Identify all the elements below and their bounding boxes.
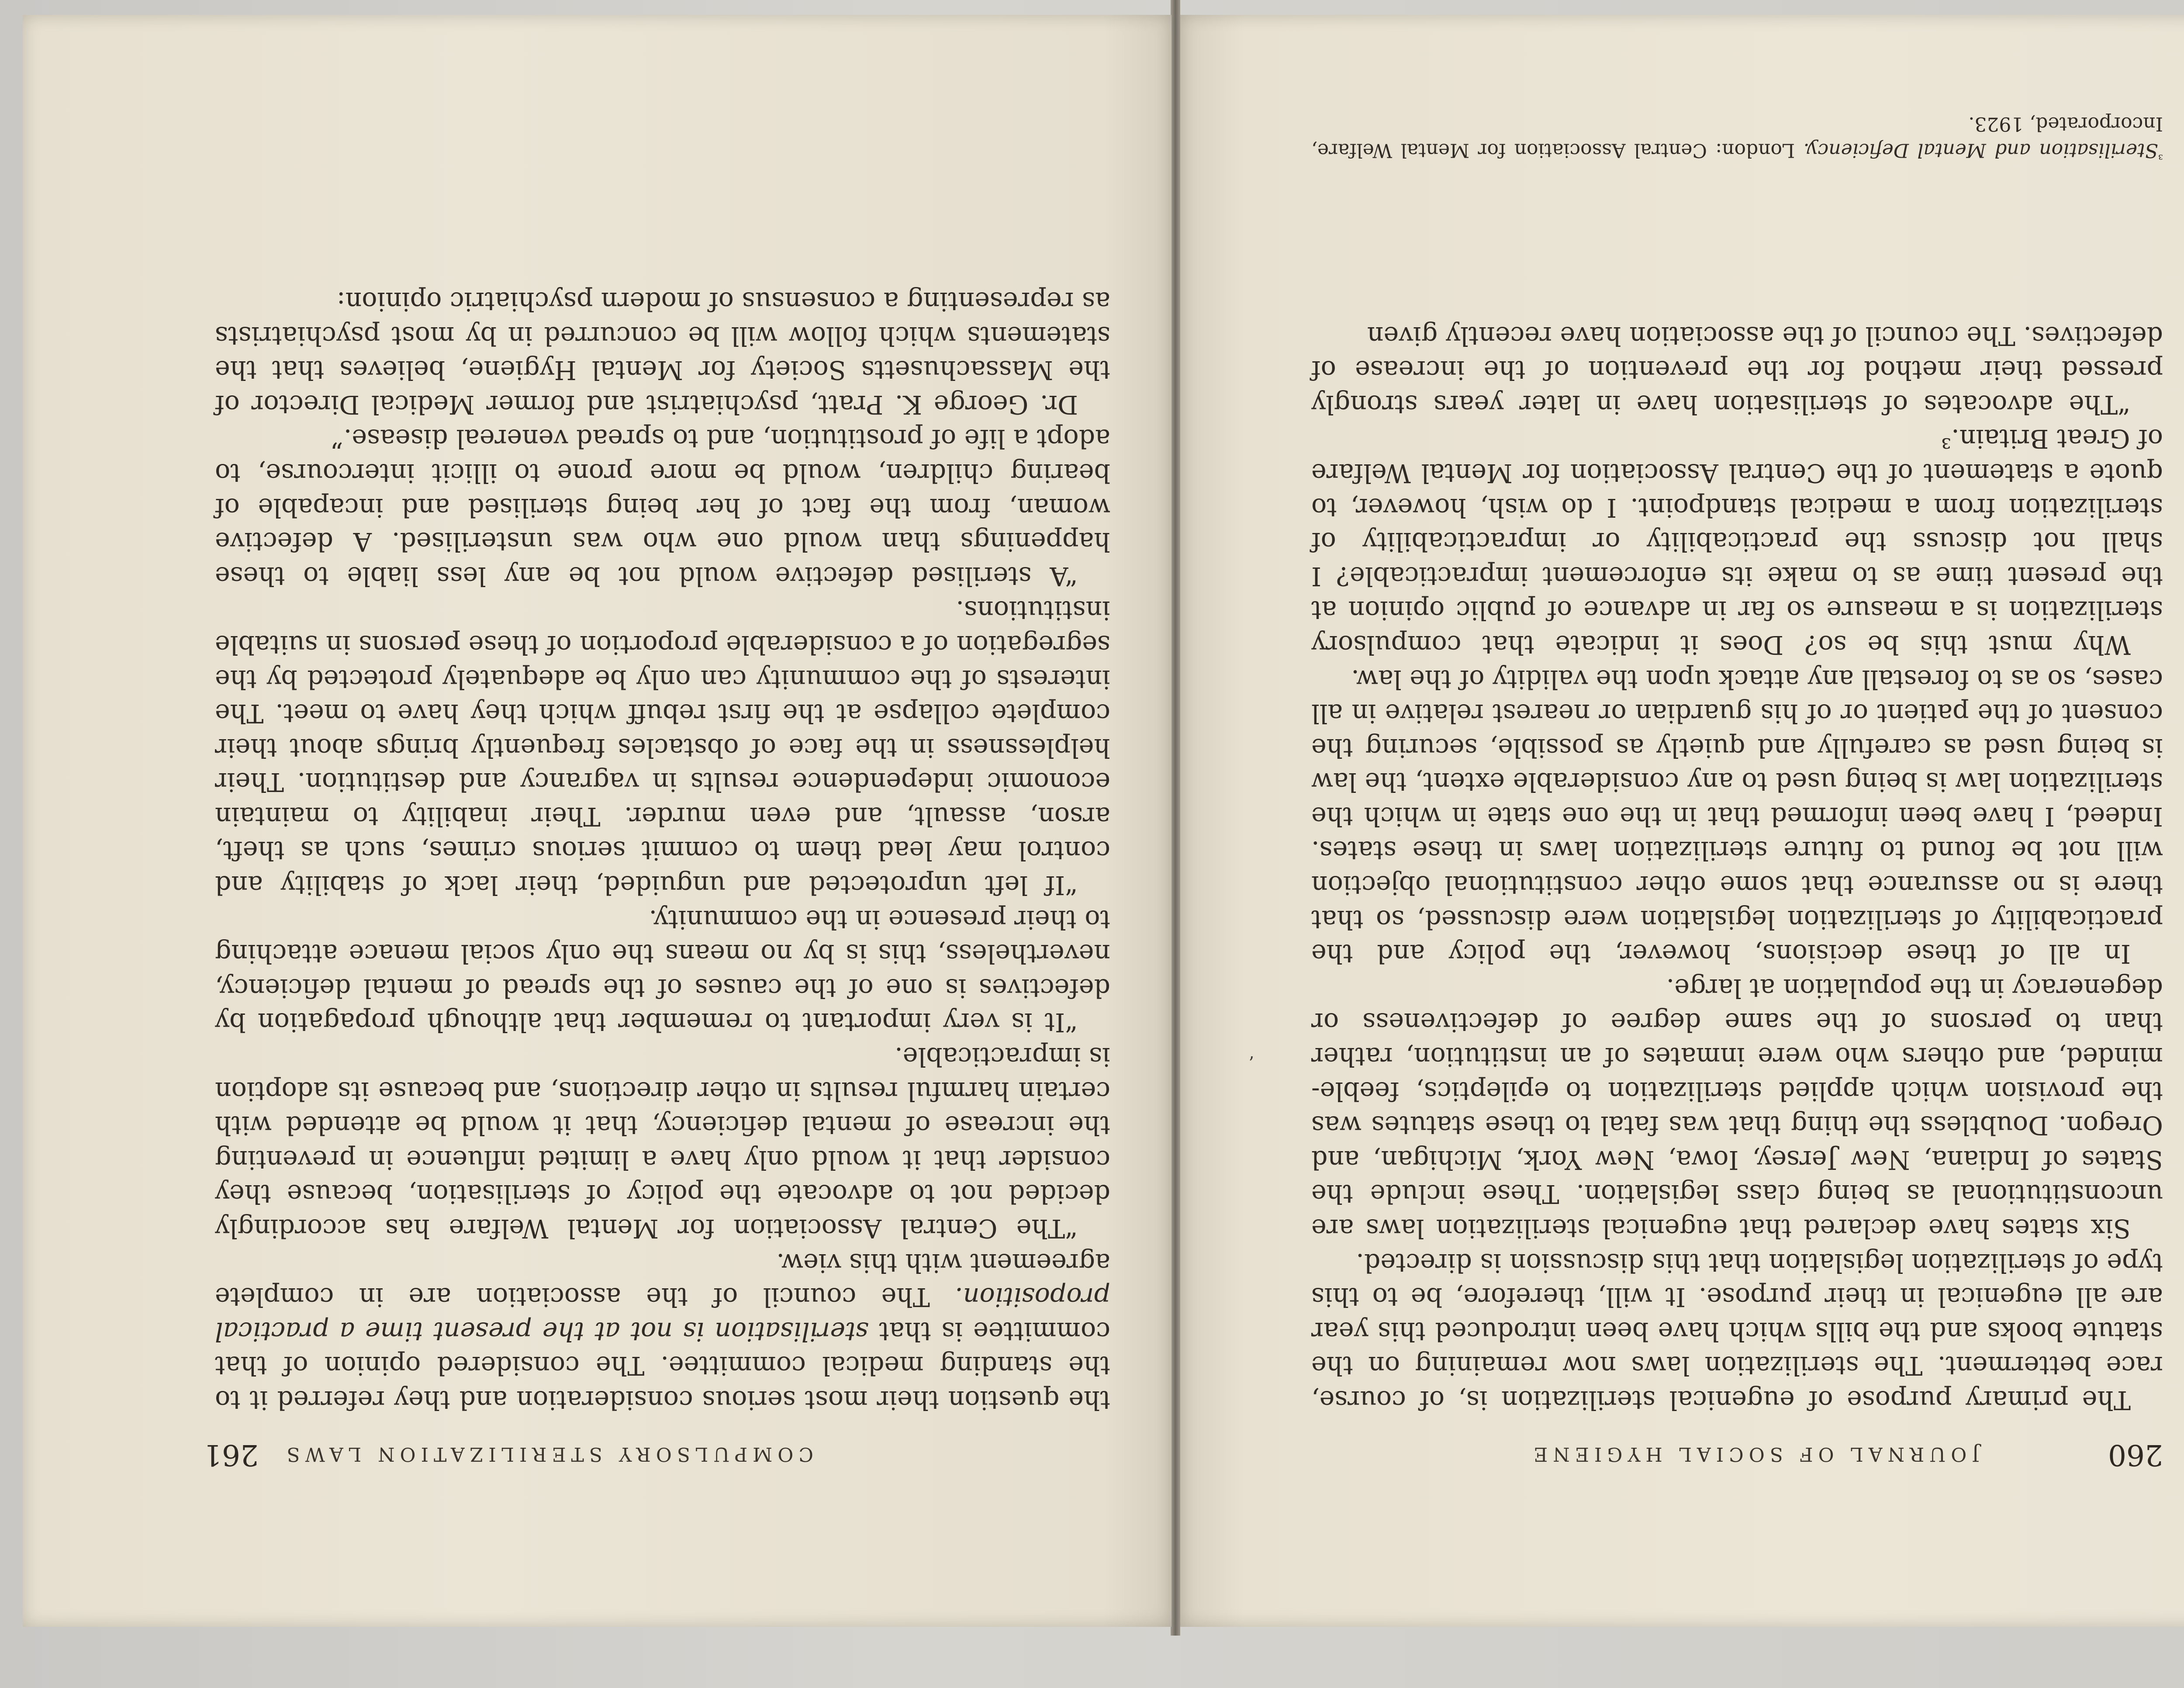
footnote-text: London: Central Association for Mental Welfare, Incorporated, 1923. (1311, 113, 2163, 162)
footnote-title: Sterilisation and Mental Deficiency. (1803, 139, 2158, 162)
page-261 (23, 15, 1171, 1627)
paragraph: “If left unprotected and unguided, their lack of stability and control may lead them to commit serious crimes, such as theft, arson, assault, and even murder. Their inability to maintain economic independence results in vagrancy and destitution. Their helplessness in the face of obstacles frequently brings about their complete collapse at the first rebuff which they have to meet. The interests of the community can only be adequately protected by the segregation of a considerable proportion of these persons in suitable institutions. (215, 595, 1110, 900)
paragraph: “A sterilised defective would not be any less liable to these happenings than would one who was unsterilised. A defective woman, from the fact of her being sterilised and incapable of bearing children, would be more prone to illicit intercourse, to adopt a life of prostitution, and to spread venereal disease.” (215, 424, 1110, 591)
opening-text-end: The council of the association are in complete agreement with this view. (215, 1248, 1110, 1312)
paragraph: Why must this be so? Does it indicate that compulsory sterilization is a measure so far in advance of public opinion at the present time as to make its enforcement impracticable? I shall not discuss the practicability or impracticability of sterilization from a medical standpoint. I do wish, however, to quote a statement of the Central Association for Mental Welfare of Great Britain.³ (1311, 424, 2163, 660)
paragraph: Dr. George K. Pratt, psychiatrist and former Medical Director of the Massachusetts Society for Mental Hygiene, believes that the statements which follow will be concurred in by most psychiatrists as representing a consensus of modern psychiatric opinion: (215, 287, 1110, 419)
page-number: 261 (204, 1438, 259, 1472)
running-head: COMPULSORY STERILIZATION LAWS (281, 1443, 813, 1465)
paragraph: “The advocates of sterilisation have in later years strongly pressed their method for the prevention of the increase of defectives. The council of the association have recently given (1311, 321, 2163, 419)
book-gutter (1171, 0, 1180, 1636)
running-head: JOURNAL OF SOCIAL HYGIENE (1528, 1443, 1980, 1465)
paragraph: “The Central Association for Mental Welfare has accordingly decided not to advocate the policy of sterilisation, because they consider that it would only have a limited influence in preventing the increase of mental deficiency, that it would be attended with certain harmful results in other directions, and because its adoption is impracticable. (215, 1042, 1110, 1244)
paragraph: “It is very important to remember that although propagation by defectives is one of the causes of the spread of mental deficiency, nevertheless, this is by no means the only social menace attaching to their presence in the community. (215, 904, 1110, 1038)
opening-paragraph (215, 1245, 1110, 1417)
page-261-text (215, 284, 1110, 1417)
paragraph: The primary purpose of eugenical sterilization is, of course, race betterment. The sterilization laws now remaining on the statute books and the bills which have been introduced this year are all eugenical in their purpose. It will, therefore, be to this type of sterilization legislation that this discussion is directed. (1311, 1248, 2163, 1415)
page-260-text (1311, 318, 2163, 1417)
footnote-marker: ³ (2158, 148, 2163, 162)
margin-mark: ‘ (1249, 1043, 1254, 1063)
page-number: 260 (2108, 1438, 2163, 1472)
footnote (1311, 111, 2163, 168)
opening-text: the question their most serious consideration and they referred it to the standing medical committee. The considered opinion of that committee is that (215, 1316, 1110, 1415)
opening-italic: sterilisation is not at the present time a practical proposition. (215, 1282, 1110, 1346)
page-260 (1180, 15, 2184, 1627)
paragraph: Six states have declared that eugenical sterilization laws are unconstitutional as being class legislation. These include the States of Indiana, New Jersey, Iowa, New York, Michigan, and Oregon. Doubtless the thing that was fatal to these statutes was the provision which applied sterilization to epileptics, feeble-minded, and others who were inmates of an institution, rather than to persons of the same degree of defectiveness or degeneracy in the population at large. (1311, 973, 2163, 1244)
paragraph: In all of these decisions, however, the policy and the practicability of sterilization legislation were discussed, so that there is no assurance that some other constitutional objection will not be found to future sterilization laws in these states. Indeed, I have been informed that in the one state in which the sterilization law is being used to any considerable extent, the law is being used as carefully and quietly as possible, securing the consent of the patient or of his guardian or nearest relative in all cases, so as to forestall any attack upon the validity of the law. (1311, 664, 2163, 969)
